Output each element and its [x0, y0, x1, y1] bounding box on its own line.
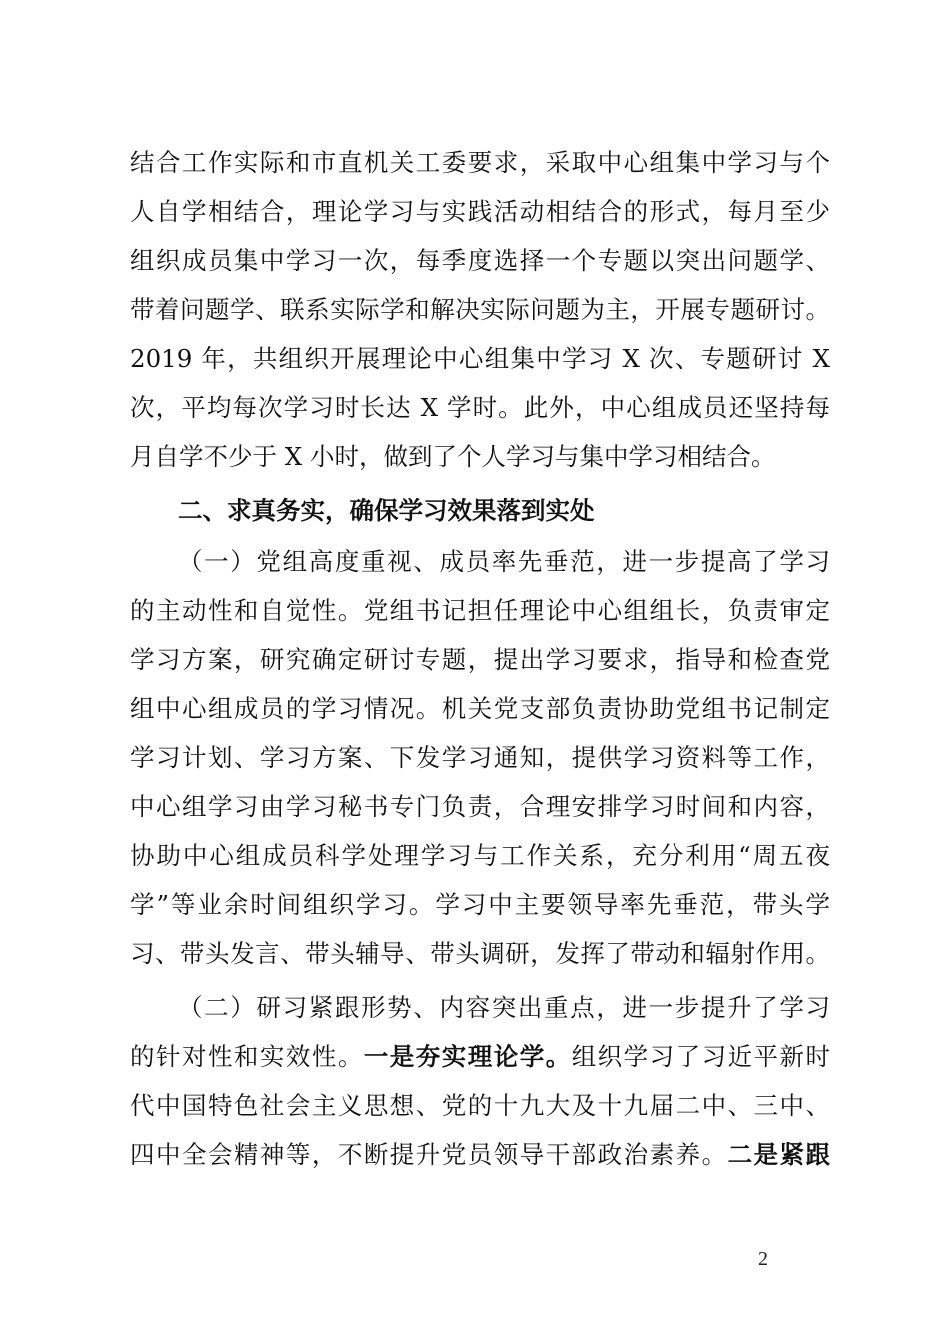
paragraph-text: 组织学习了习近平新时	[571, 1042, 831, 1071]
emphasis-text: 二是紧跟	[727, 1140, 831, 1169]
section-heading: 二、求真务实，确保学习效果落到实处	[178, 496, 595, 525]
paragraph-line: 带着问题学、联系实际学和解决实际问题为主，开展专题研讨。	[130, 295, 830, 324]
paragraph-line: 学习计划、学习方案、下发学习通知，提供学习资料等工作，	[130, 743, 830, 772]
paragraph-line: 中心组学习由学习秘书专门负责，合理安排学习时间和内容，	[130, 792, 830, 821]
paragraph-line: 组织成员集中学习一次，每季度选择一个专题以突出问题学、	[130, 246, 830, 275]
paragraph-line: 的主动性和自觉性。党组书记担任理论中心组组长，负责审定	[130, 596, 830, 625]
paragraph-line: 次，平均每次学习时长达 X 学时。此外，中心组成员还坚持每	[130, 393, 830, 422]
paragraph-line: 2019 年，共组织开展理论中心组集中学习 X 次、专题研讨 X	[130, 344, 830, 373]
paragraph-line: 人自学相结合，理论学习与实践活动相结合的形式，每月至少	[130, 197, 830, 226]
paragraph-line	[130, 1138, 830, 1172]
paragraph-line: 月自学不少于 X 小时，做到了个人学习与集中学习相结合。	[130, 442, 776, 471]
page-number: 2	[758, 1248, 768, 1270]
paragraph-line: 结合工作实际和市直机关工委要求，采取中心组集中学习与个	[130, 148, 830, 177]
paragraph-line: 协助中心组成员科学处理学习与工作关系，充分利用“周五夜	[130, 841, 830, 870]
paragraph-line	[130, 1040, 830, 1074]
paragraph-text: 四中全会精神等，不断提升党员领导干部政治素养。	[130, 1140, 728, 1169]
emphasis-text: 一是夯实理论学。	[363, 1042, 572, 1071]
paragraph-line: 学习方案，研究确定研讨专题，提出学习要求，指导和检查党	[130, 645, 830, 674]
paragraph-line: （一）党组高度重视、成员率先垂范，进一步提高了学习	[178, 547, 830, 576]
paragraph-line: 学”等业余时间组织学习。学习中主要领导率先垂范，带头学	[130, 890, 830, 919]
paragraph-line: 代中国特色社会主义思想、党的十九大及十九届二中、三中、	[130, 1091, 830, 1120]
paragraph-line: 组中心组成员的学习情况。机关党支部负责协助党组书记制定	[130, 694, 830, 723]
paragraph-line: 习、带头发言、带头辅导、带头调研，发挥了带动和辐射作用。	[130, 939, 830, 968]
paragraph-text: 的针对性和实效性。	[130, 1042, 364, 1071]
paragraph-line: （二）研习紧跟形势、内容突出重点，进一步提升了学习	[178, 993, 830, 1022]
